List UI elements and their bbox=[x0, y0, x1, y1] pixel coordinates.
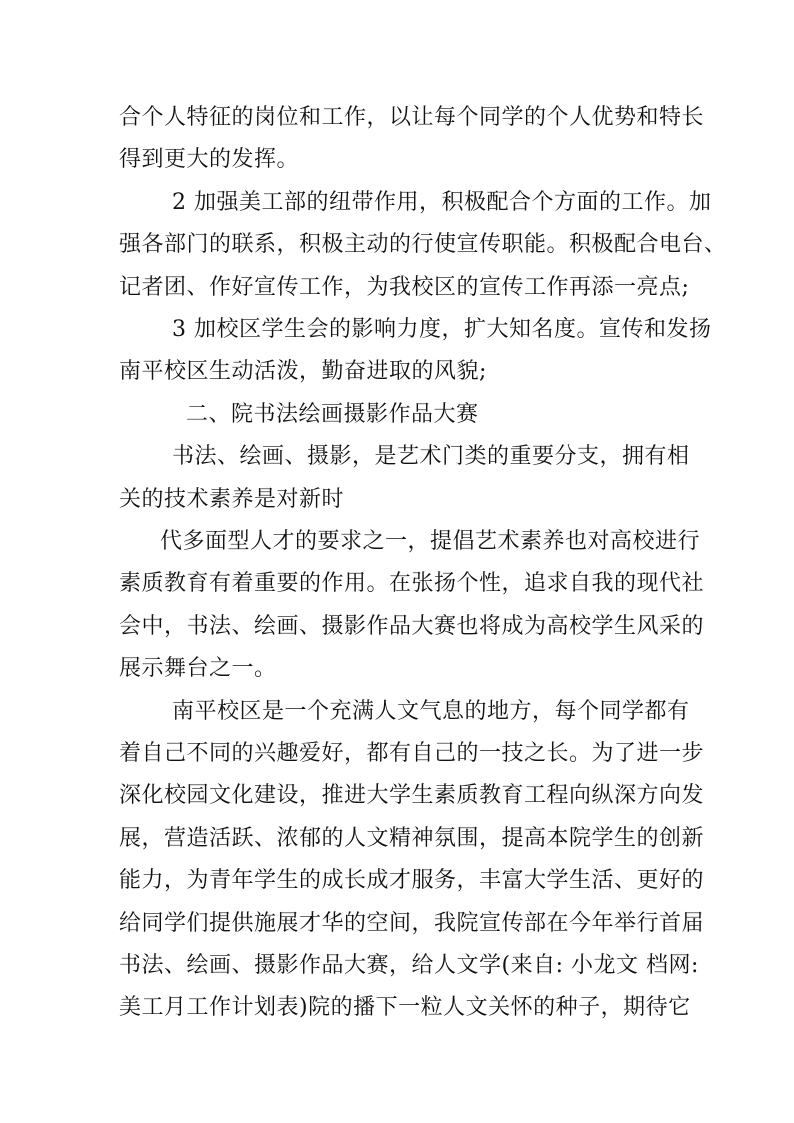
text-line: 2 加强美工部的纽带作用，积极配合个方面的工作。加 bbox=[172, 190, 712, 215]
text-line: 深化校园文化建设，推进大学生素质教育工程向纵深方向发 bbox=[119, 783, 705, 808]
section-heading: 二、院书法绘画摄影作品大赛 bbox=[186, 402, 479, 427]
text-line: 展示舞台之一。 bbox=[119, 656, 277, 681]
text-line: 合个人特征的岗位和工作，以让每个同学的个人优势和特长 bbox=[119, 105, 705, 130]
text-line: 书法、绘画、摄影作品大赛，给人文学(来自: 小龙文 档网: bbox=[119, 953, 699, 978]
text-line: 得到更大的发挥。 bbox=[119, 147, 300, 172]
text-line: 关的技术素养是对新时 bbox=[119, 487, 345, 512]
text-line: 书法、绘画、摄影，是艺术门类的重要分支，拥有相 bbox=[172, 444, 690, 469]
text-line: 能力，为青年学生的成长成才服务，丰富大学生活、更好的 bbox=[119, 868, 705, 893]
text-line: 3 加校区学生会的影响力度，扩大知名度。宣传和发扬 bbox=[172, 317, 712, 342]
text-line: 给同学们提供施展才华的空间，我院宣传部在今年举行首届 bbox=[119, 911, 705, 936]
text-line: 素质教育有着重要的作用。在张扬个性，追求自我的现代社 bbox=[119, 571, 705, 596]
text-line: 展，营造活跃、浓郁的人文精神氛围，提高本院学生的创新 bbox=[119, 826, 705, 851]
text-line: 代多面型人才的要求之一，提倡艺术素养也对高校进行 bbox=[160, 529, 701, 554]
text-line: 南平校区生动活泼，勤奋进取的风貌; bbox=[119, 359, 487, 384]
text-line: 记者团、作好宣传工作，为我校区的宣传工作再添一亮点; bbox=[119, 275, 690, 300]
text-line: 会中，书法、绘画、摄影作品大赛也将成为高校学生风采的 bbox=[119, 614, 705, 639]
text-line: 着自己不同的兴趣爱好，都有自己的一技之长。为了进一步 bbox=[119, 741, 705, 766]
text-line: 美工月工作计划表)院的播下一粒人文关怀的种子，期待它 bbox=[119, 995, 691, 1020]
text-line: 强各部门的联系，积极主动的行使宣传职能。积极配合电台、 bbox=[119, 232, 727, 257]
text-line: 南平校区是一个充满人文气息的地方，每个同学都有 bbox=[172, 699, 690, 724]
